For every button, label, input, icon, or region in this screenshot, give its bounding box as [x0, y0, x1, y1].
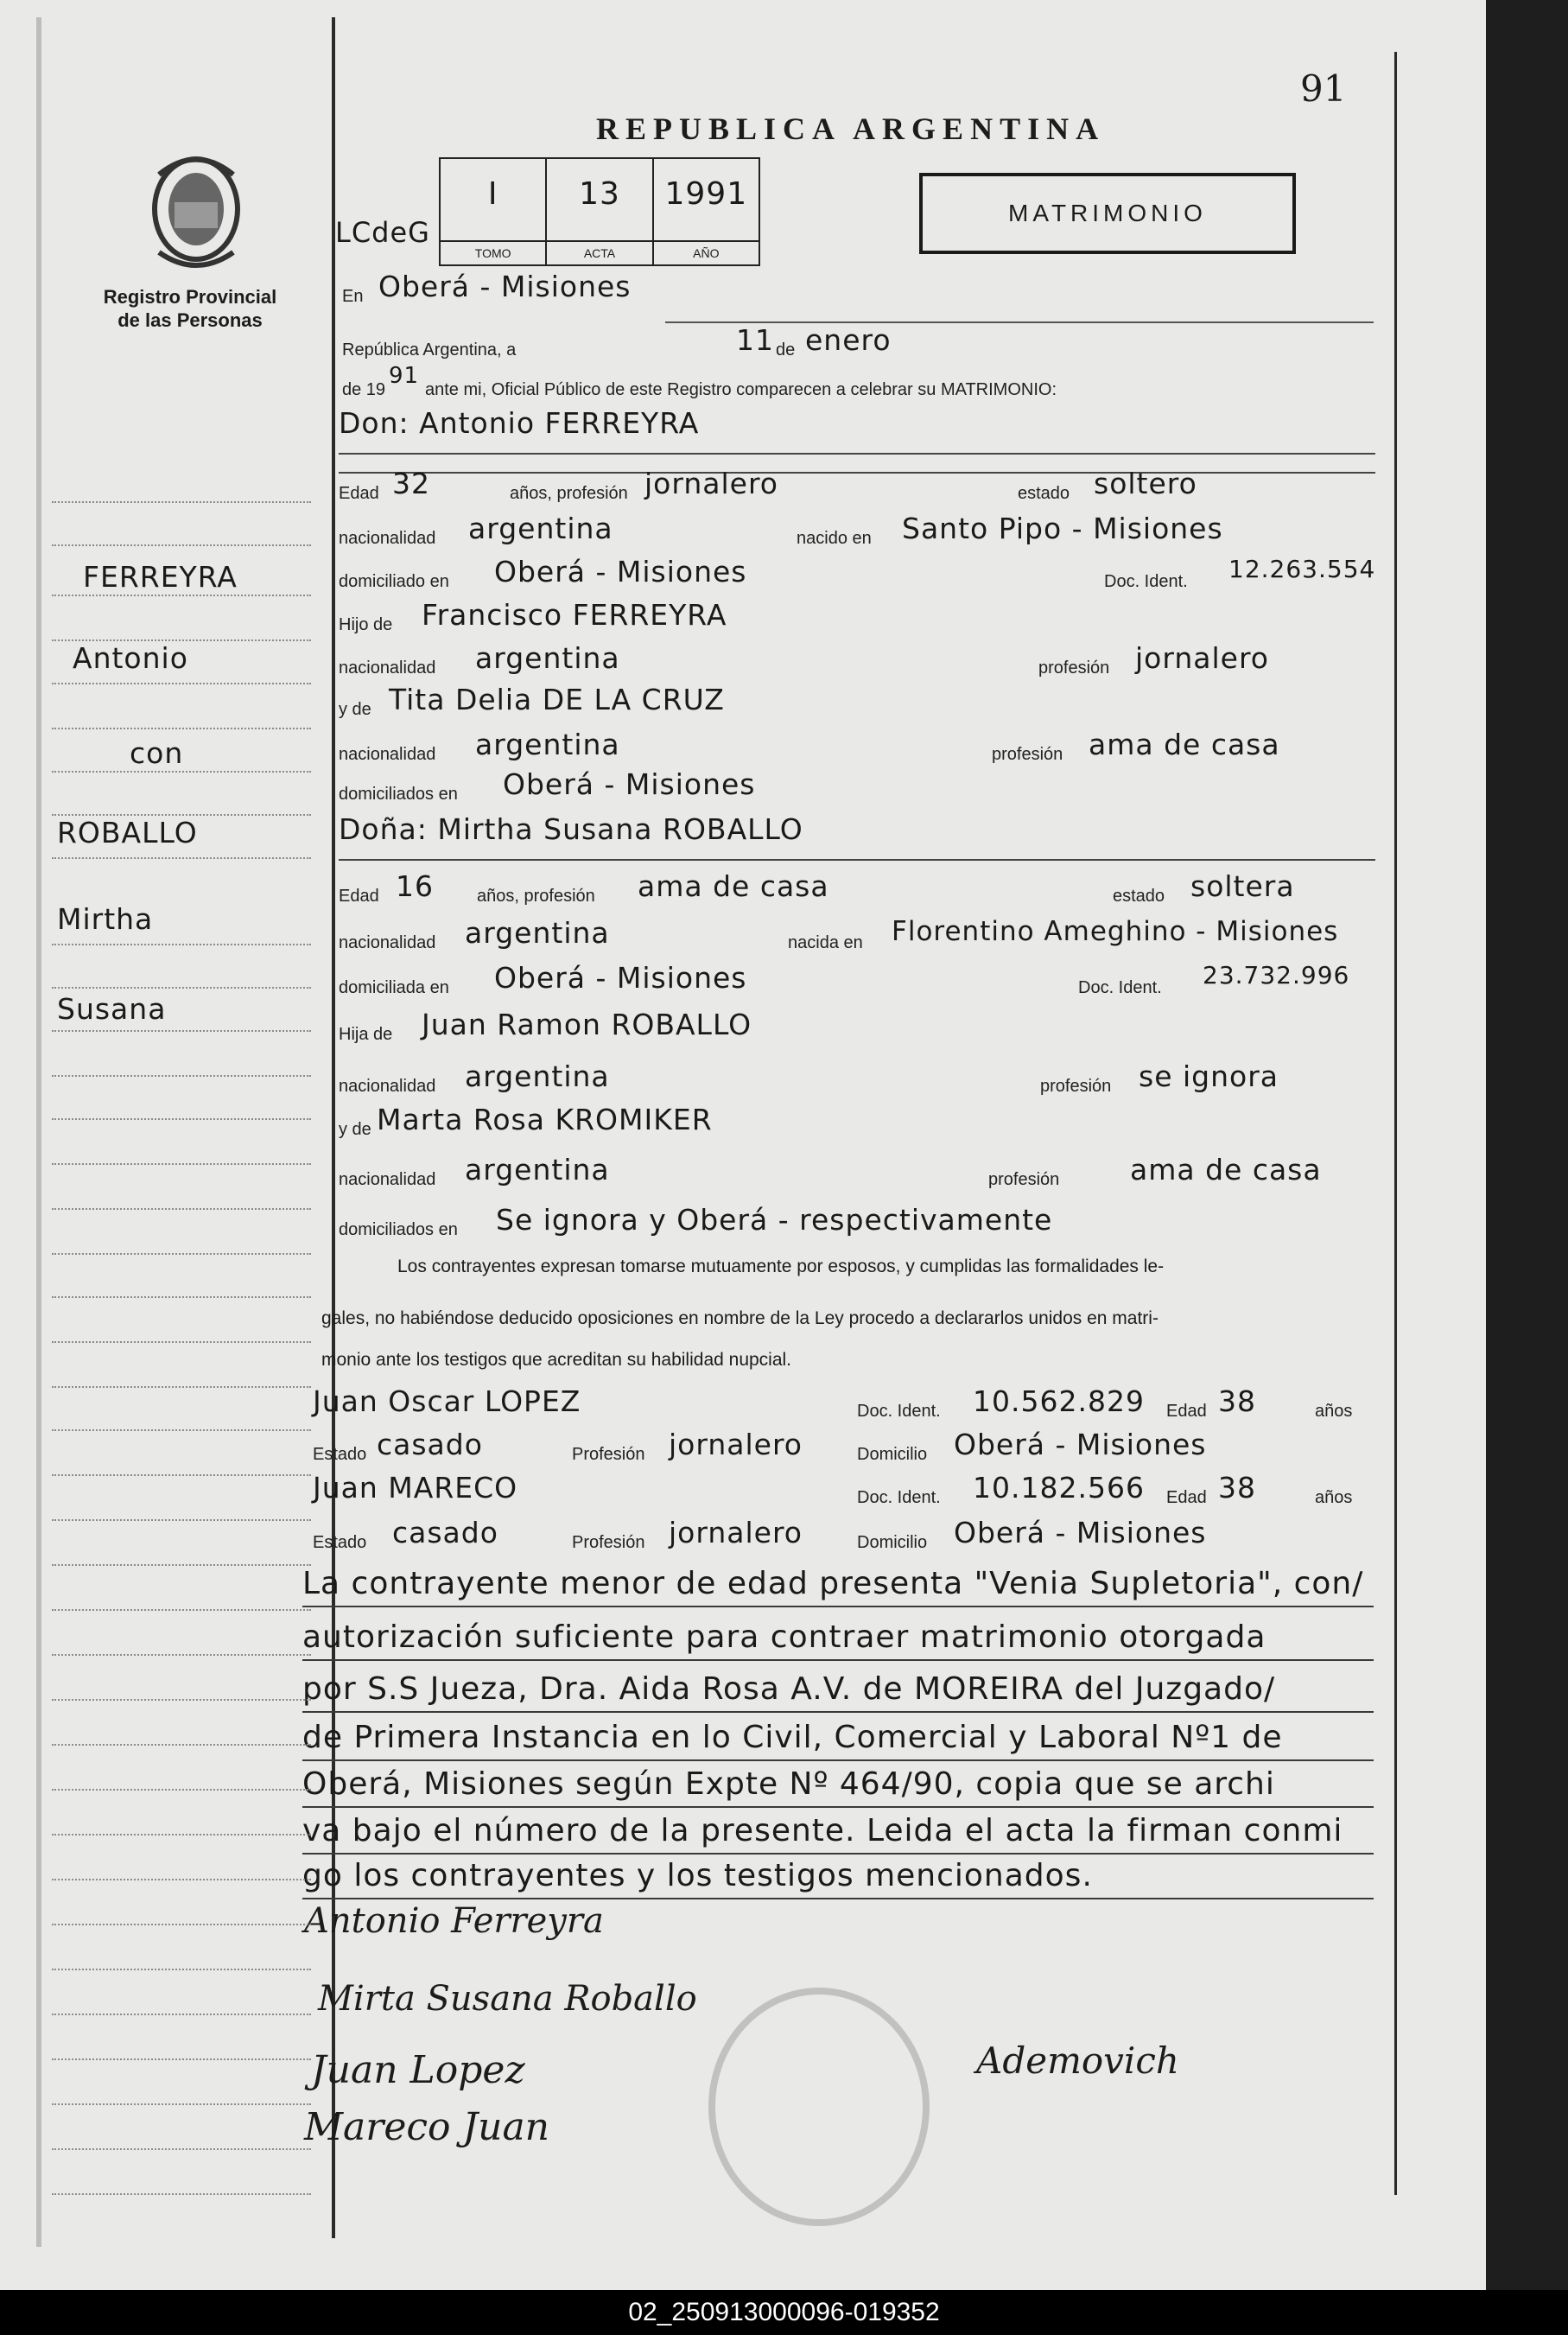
nacionalidad-label: nacionalidad — [339, 659, 436, 678]
signature-witness-1: Juan Lopez — [311, 2048, 525, 2092]
witness-1-profesion: jornalero — [669, 1428, 803, 1461]
section-rule — [339, 859, 1375, 861]
signature-bride: Mirta Susana Roballo — [318, 1979, 697, 2019]
profesion-label: profesión — [988, 1170, 1060, 1189]
profesion-label: profesión — [1038, 659, 1110, 678]
nacionalidad-label: nacionalidad — [339, 1170, 436, 1189]
estado-label: Estado — [313, 1445, 367, 1464]
acta-cell — [547, 159, 653, 264]
bride-dom-line — [339, 961, 1375, 1002]
bride-mother: Marta Rosa KROMIKER — [377, 1103, 713, 1136]
doc-label: Doc. Ident. — [857, 1402, 941, 1421]
bride-edad: 16 — [396, 869, 434, 903]
groom-name-line — [339, 406, 1375, 448]
registry-line-1: Registro Provincial — [103, 286, 277, 308]
anios-prof-label: años, profesión — [510, 484, 628, 503]
note-line-1: La contrayente menor de edad presenta "Venia Supletoria", con/ — [302, 1566, 1364, 1601]
tomo-label: TOMO — [441, 240, 545, 264]
nacionalidad-label: nacionalidad — [339, 933, 436, 952]
provincial-crest-icon — [142, 149, 251, 270]
margin-name-2: Antonio — [73, 641, 188, 675]
witness-2-name: Juan MARECO — [313, 1471, 518, 1505]
groom-mother-line — [339, 683, 1375, 724]
doc-label: Doc. Ident. — [857, 1488, 941, 1507]
anio-label: AÑO — [654, 240, 759, 264]
doc-label: Doc. Ident. — [1104, 572, 1188, 591]
section-rule — [339, 453, 1375, 455]
bride-father: Juan Ramon ROBALLO — [422, 1008, 752, 1041]
domicilio-label: Domicilio — [857, 1445, 928, 1464]
edad-label: Edad — [339, 484, 379, 503]
note-line-4: de Primera Instancia en lo Civil, Comercial y Laboral Nº1 de — [302, 1720, 1283, 1755]
margin-name-6: Susana — [57, 992, 167, 1026]
official-seal-icon — [708, 1988, 930, 2226]
domiciliados-label: domiciliados en — [339, 785, 458, 804]
date-prefix: República Argentina, a — [342, 340, 517, 359]
date-day: 11 — [736, 323, 774, 357]
acta-label: ACTA — [547, 240, 651, 264]
bride-name: Doña: Mirtha Susana ROBALLO — [339, 812, 803, 846]
witness-2-line — [313, 1471, 1353, 1512]
groom-nacido: Santo Pipo - Misiones — [902, 512, 1223, 545]
witness-1-domicilio: Oberá - Misiones — [954, 1428, 1207, 1461]
signature-officer: Ademovich — [976, 2039, 1179, 2082]
witness-1-name: Juan Oscar LOPEZ — [313, 1384, 581, 1418]
bride-parents-domicilio: Se ignora y Oberá - respectivamente — [496, 1203, 1053, 1237]
record-reference-box — [439, 157, 760, 266]
place-line — [339, 270, 1375, 311]
witness-2-edad: 38 — [1218, 1471, 1256, 1505]
right-border — [1394, 52, 1397, 2195]
bride-father-profesion: se ignora — [1139, 1059, 1279, 1093]
groom-father: Francisco FERREYRA — [422, 598, 727, 632]
margin-name-1: FERREYRA — [83, 560, 238, 594]
note-rule — [302, 1711, 1374, 1713]
groom-nacionalidad: argentina — [468, 512, 613, 545]
edad-label: Edad — [339, 887, 379, 906]
groom-father-profesion: jornalero — [1135, 641, 1269, 675]
note-rule — [302, 1606, 1374, 1607]
groom-parents-dom-line — [339, 767, 1375, 809]
note-line-5: Oberá, Misiones según Expte Nº 464/90, copia que se archi — [302, 1766, 1275, 1802]
nacionalidad-label: nacionalidad — [339, 1077, 436, 1096]
margin-name-5: Mirtha — [57, 902, 154, 936]
book-code: LCdeG — [335, 216, 430, 249]
place-label: En — [342, 287, 364, 306]
groom-profesion: jornalero — [644, 467, 778, 500]
bride-mother-nac-line — [339, 1153, 1375, 1194]
groom-father-nac-line — [339, 641, 1375, 683]
nacido-label: nacido en — [797, 529, 872, 548]
margin-name-3: con — [130, 736, 184, 770]
date-line — [339, 323, 1375, 365]
note-rule — [302, 1898, 1374, 1899]
anios-label: años — [1315, 1402, 1353, 1421]
estado-label: estado — [1018, 484, 1070, 503]
country-heading: REPUBLICA ARGENTINA — [596, 111, 1106, 146]
registry-name — [86, 285, 294, 332]
year-suffix: 91 — [389, 363, 420, 389]
bride-estado: soltera — [1190, 869, 1295, 903]
witness-1-details — [313, 1428, 1349, 1469]
estado-label: Estado — [313, 1533, 367, 1552]
groom-mother: Tita Delia DE LA CRUZ — [389, 683, 725, 716]
groom-parents-domicilio: Oberá - Misiones — [503, 767, 756, 801]
profesion-label: Profesión — [572, 1533, 645, 1552]
bride-father-line — [339, 1008, 1375, 1049]
note-rule — [302, 1806, 1374, 1808]
signature-witness-2: Mareco Juan — [304, 2105, 550, 2149]
signature-groom: Antonio Ferreyra — [304, 1901, 604, 1941]
groom-mother-nac-line — [339, 728, 1375, 769]
edad-label: Edad — [1166, 1402, 1207, 1421]
domicilio-label: Domicilio — [857, 1533, 928, 1552]
witness-1-line — [313, 1384, 1353, 1426]
binding-edge — [36, 17, 41, 2247]
note-rule — [302, 1759, 1374, 1761]
anios-prof-label: años, profesión — [477, 887, 595, 906]
domicilio-label: domiciliado en — [339, 572, 449, 591]
legal-text-3: monio ante los testigos que acreditan su habilidad nupcial. — [321, 1350, 792, 1370]
witness-1-estado: casado — [377, 1428, 483, 1461]
profesion-label: profesión — [992, 745, 1063, 764]
registry-line-2: de las Personas — [117, 309, 263, 331]
groom-father-line — [339, 598, 1375, 639]
bride-nacionalidad: argentina — [465, 916, 610, 950]
groom-nac-line — [339, 512, 1375, 553]
witness-2-domicilio: Oberá - Misiones — [954, 1516, 1207, 1549]
year-prefix: de 19 — [342, 380, 386, 399]
legal-text-2: gales, no habiéndose deducido oposiciones en nombre de la Ley procedo a declararlos unidos en matri- — [321, 1308, 1159, 1328]
note-line-7: go los contrayentes y los testigos mencionados. — [302, 1858, 1093, 1893]
date-de: de — [776, 340, 796, 359]
bride-edad-line — [339, 869, 1375, 911]
bride-father-nac-line — [339, 1059, 1375, 1101]
bride-doc: 23.732.996 — [1203, 961, 1350, 989]
hijo-label: Hijo de — [339, 615, 393, 634]
note-line-3: por S.S Jueza, Dra. Aida Rosa A.V. de MOREIRA del Juzgado/ — [302, 1671, 1276, 1707]
anio-value: 1991 — [664, 176, 748, 212]
note-line-6: va bajo el número de la presente. Leida el acta la firman conmi — [302, 1813, 1343, 1848]
profesion-label: Profesión — [572, 1445, 645, 1464]
groom-dom-line — [339, 555, 1375, 596]
tomo-cell — [441, 159, 547, 264]
witness-1-doc: 10.562.829 — [973, 1384, 1145, 1418]
groom-edad-line — [339, 467, 1375, 508]
year-text: ante mi, Oficial Público de este Registro comparecen a celebrar su MATRIMONIO: — [425, 380, 1057, 399]
year-line — [339, 363, 1375, 404]
groom-estado: soltero — [1094, 467, 1197, 500]
domicilio-label: domiciliada en — [339, 978, 449, 997]
document-type-box: MATRIMONIO — [919, 173, 1296, 254]
bride-profesion: ama de casa — [638, 869, 829, 903]
date-month: enero — [805, 323, 892, 357]
bride-name-line — [339, 812, 1375, 854]
groom-edad: 32 — [392, 467, 430, 500]
witness-2-estado: casado — [392, 1516, 498, 1549]
nacionalidad-label: nacionalidad — [339, 745, 436, 764]
groom-doc: 12.263.554 — [1228, 555, 1376, 583]
groom-name: Don: Antonio FERREYRA — [339, 406, 700, 440]
groom-mother-nacionalidad: argentina — [475, 728, 620, 761]
note-line-2: autorización suficiente para contraer matrimonio otorgada — [302, 1619, 1266, 1655]
margin-name-4: ROBALLO — [57, 816, 198, 849]
groom-father-nacionalidad: argentina — [475, 641, 620, 675]
y-de-label: y de — [339, 1120, 371, 1139]
bride-father-nacionalidad: argentina — [465, 1059, 610, 1093]
bride-domicilio: Oberá - Misiones — [494, 961, 747, 995]
witness-2-details — [313, 1516, 1349, 1557]
bride-mother-line — [339, 1103, 1375, 1144]
note-rule — [302, 1659, 1374, 1661]
edad-label: Edad — [1166, 1488, 1207, 1507]
witness-2-doc: 10.182.566 — [973, 1471, 1145, 1505]
bride-nac-line — [339, 916, 1375, 958]
bride-mother-profesion: ama de casa — [1130, 1153, 1322, 1187]
witness-2-profesion: jornalero — [669, 1516, 803, 1549]
bride-parents-dom-line — [339, 1203, 1375, 1244]
y-de-label: y de — [339, 700, 371, 719]
anio-cell — [654, 159, 759, 264]
legal-text-1: Los contrayentes expresan tomarse mutuamente por esposos, y cumplidas las formalidades le- — [397, 1257, 1165, 1276]
nacionalidad-label: nacionalidad — [339, 529, 436, 548]
nacida-label: nacida en — [788, 933, 863, 952]
bride-nacida: Florentino Ameghino - Misiones — [892, 916, 1339, 947]
groom-mother-profesion: ama de casa — [1089, 728, 1280, 761]
image-id-footer: 02_250913000096-019352 — [0, 2290, 1568, 2335]
acta-value: 13 — [579, 176, 620, 212]
note-rule — [302, 1853, 1374, 1855]
bride-mother-nacionalidad: argentina — [465, 1153, 610, 1187]
domiciliados-label: domiciliados en — [339, 1220, 458, 1239]
estado-label: estado — [1113, 887, 1165, 906]
place-value: Oberá - Misiones — [378, 270, 632, 303]
page-number: 91 — [1300, 67, 1347, 110]
groom-domicilio: Oberá - Misiones — [494, 555, 747, 589]
hija-label: Hija de — [339, 1025, 393, 1044]
profesion-label: profesión — [1040, 1077, 1112, 1096]
tomo-value: I — [487, 176, 498, 212]
witness-1-edad: 38 — [1218, 1384, 1256, 1418]
doc-label: Doc. Ident. — [1078, 978, 1162, 997]
anios-label: años — [1315, 1488, 1353, 1507]
